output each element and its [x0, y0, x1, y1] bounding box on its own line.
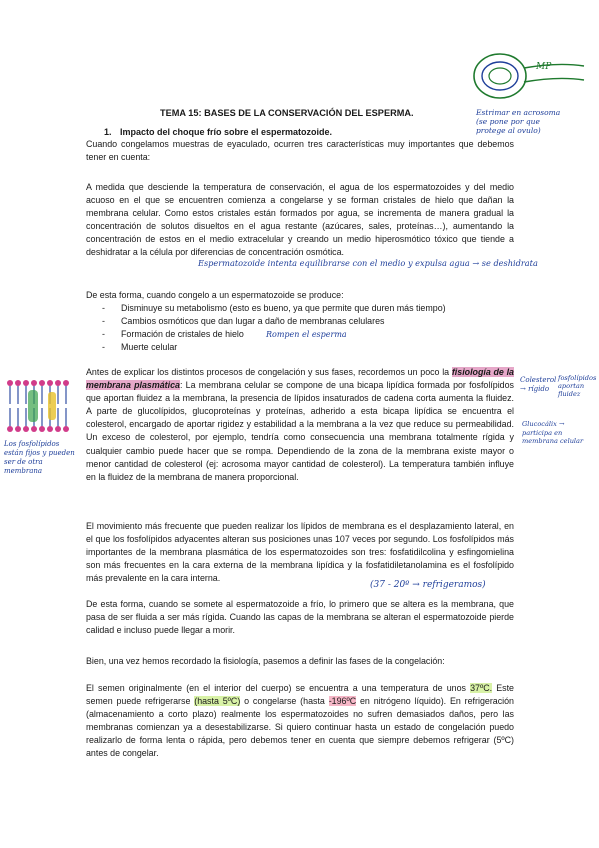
- paragraph-transition: Bien, una vez hemos recordado la fisiología, pasemos a definir las fases de la congelación:: [86, 656, 445, 666]
- paragraph-lipid-movement: El movimiento más frecuente que pueden realizar los lípidos de membrana es el desplazamiento lateral, en el que los fosfolípidos adyacentes alteran sus posiciones unas 107 veces por segundo. Los fosfolípidos más importantes de la membrana plasmática de los espermatozoides son tres: fosfatidilcolina y esfingomielina son más frecuentes en la cara externa de la membrana lipídica y la fosfatidiletanolamina es el fosfolípido más prevalente en la cara interna.: [86, 521, 514, 584]
- section-number: 1.: [104, 127, 112, 137]
- list-item: - Disminuye su metabolismo (esto es bueno, ya que permite que duren más tiempo): [102, 302, 446, 315]
- freezing-temperature: -196ºC: [328, 696, 357, 707]
- membrane-sketch: [4, 378, 76, 434]
- paragraph-cold-effect: De esta forma, cuando se somete al espermatozoide a frío, lo primero que se altera es la membrana, que pasa de ser fluida a ser más rígida. Cuando las capas de la membrana se alteran el espermatozoide pierde calidad e incluso puede llegar a morir.: [86, 599, 514, 636]
- fluidity-annotation: fosfolípidos aportan fluidez: [558, 374, 597, 398]
- refrigeration-temperature: (hasta 5ºC): [194, 696, 241, 707]
- list-item: - Formación de cristales de hielo: [102, 328, 446, 341]
- osmotic-annotation: Espermatozoide intenta equilibrarse con el medio y expulsa agua → se deshidrata: [198, 258, 538, 268]
- refrigeration-annotation: (37 - 20º → refrigeramos): [370, 580, 486, 590]
- membrane-physiology-highlight: fisiología de la membrana plasmática: [86, 367, 514, 391]
- section-heading: [104, 127, 332, 137]
- crystals-annotation: Rompen el esperma: [266, 330, 347, 339]
- colesterol-annotation: Colesterol → rígido: [520, 376, 557, 393]
- phospholipid-annotation: Los fosfolípidos están fijos y pueden ser de otra membrana: [4, 440, 75, 475]
- list-item: - Cambios osmóticos que dan lugar a daño de membranas celulares: [102, 315, 446, 328]
- paragraph-intro: Cuando congelamos muestras de eyaculado, ocurren tres características muy importantes que debemos tener en cuenta:: [86, 139, 514, 163]
- section-title: Impacto del choque frío sobre el espermatozoide.: [120, 127, 333, 137]
- paragraph-freezing-effects: De esta forma, cuando congelo a un espermatozoide se produce:: [86, 290, 344, 300]
- paragraph-ice-crystals: A medida que desciende la temperatura de conservación, el agua de los espermatozoides y del medio acuoso en el que se encuentren comienza a congelarse y se forman cristales de hielo que dañan la membrana celular. Como estos cristales están formados por agua, se incrementa de manera gradual la concentración de solutos disueltos en el agua restante (azúcares, sales, proteínas…), aumentando la concentración de estos en el medio extracelular y creando un medio hiperosmótico tóxico que tiende a deshidratar a la célula por diferencias de concentración osmótica.: [86, 182, 514, 258]
- body-temperature: 37ºC.: [470, 683, 493, 693]
- paragraph-membrane-physiology: Antes de explicar los distintos procesos de congelación y sus fases, recordemos un poco la fisiología de la membrana plasmática: La membrana celular se compone de una bicapa lipídica formada por fosfolípidos que aportan fluidez a la membrana, la presencia de lípidos insaturados de cadena corta aumenta la fluidez. A parte de glucolípidos, glucoproteínas y proteínas, adherido a esta bicapa lipídica se encuentra el colesterol, encargado de aportar rigidez y estabilidad a la membrana a la vez que reduce su permeabilidad. Un exceso de colesterol, por ejemplo, tendría como consecuencia una membrana totalmente rígida y cualquier cambio puede hacer que se rompa. Dependiendo de la zona de la membrana existe mayor o menor cantidad de colesterol (ej: acrosoma mayor cantidad de colesterol). La temperatura también influye en la fluidez de la membrana de manera proporcional.: [86, 367, 514, 482]
- paragraph-temperatures: El semen originalmente (en el interior del cuerpo) se encuentra a una temperatura de unos 37ºC. Este semen puede refrigerarse (hasta 5ºC) o congelarse (hasta -196ºC en nitrógeno líquido). En refrigeración (almacenamiento a corto plazo) realmente los espermatozoides no sufren demasiados daños, pero las membranas comienzan ya a desestabilizarse. Si quiero continuar hasta un estado de congelación puedo realizarlo de forma lenta o rápida, pero debemos tener en cuenta que siempre debemos refrigerar (5ºC) antes de congelar.: [86, 683, 514, 759]
- glycocalyx-annotation: Glucocálix → participa en membrana celular: [522, 420, 584, 445]
- list-item: - Muerte celular: [102, 341, 446, 354]
- sperm-annotation: Estrimar en acrosoma (se pone por que protege al ovulo): [476, 108, 561, 135]
- sperm-sketch: [468, 46, 588, 108]
- effects-list: [102, 302, 446, 354]
- mp-annotation: MP: [536, 62, 552, 72]
- page-title: TEMA 15: BASES DE LA CONSERVACIÓN DEL ESPERMA.: [160, 108, 414, 118]
